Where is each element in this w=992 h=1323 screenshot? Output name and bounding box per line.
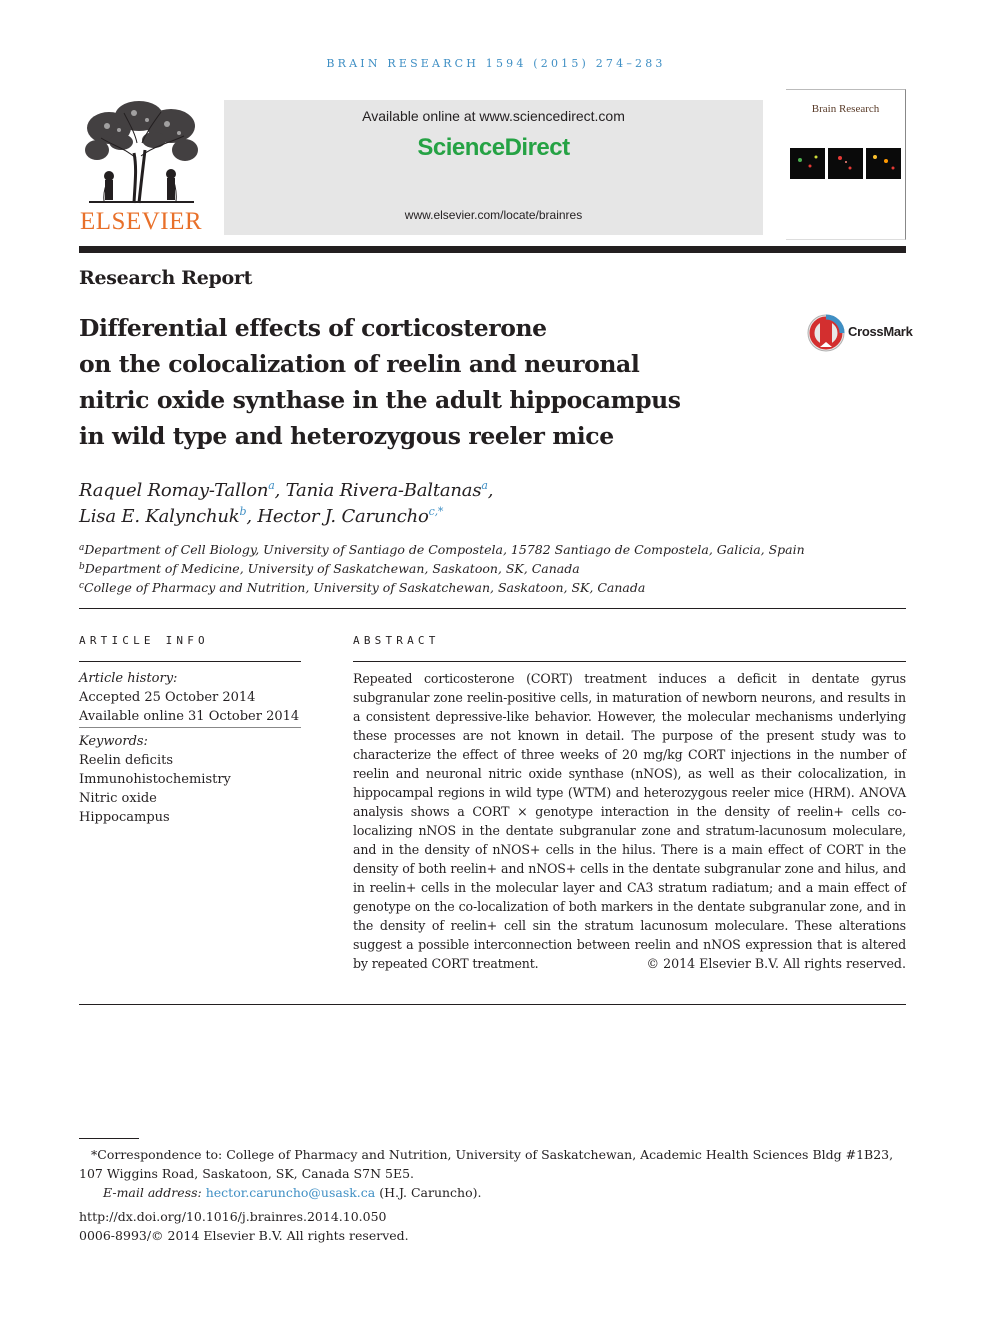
title-line: in wild type and heterozygous reeler mice <box>79 422 614 450</box>
crossmark-label: CrossMark <box>848 324 913 339</box>
affiliation-item <box>79 540 909 559</box>
history-rule <box>79 727 301 728</box>
micrograph-icon <box>828 148 863 179</box>
keyword-item: Immunohistochemistry <box>79 772 231 787</box>
keywords-section <box>79 732 301 827</box>
author-separator: , <box>246 506 258 527</box>
title-line: on the colocalization of reelin and neuronal <box>79 350 640 378</box>
journal-homepage-url[interactable]: www.elsevier.com/locate/brainres <box>404 208 583 222</box>
article-history <box>79 669 301 726</box>
elsevier-logo <box>79 98 204 238</box>
email-suffix: (H.J. Caruncho). <box>379 1185 482 1200</box>
journal-cover <box>786 89 906 240</box>
abstract-text: Repeated corticosterone (CORT) treatment induces a deficit in dentate gyrus subgranular zone reelin-positive cells, in maturation of newborn neurons, and results in a consistent depressive-like behavior. However, the molecular mechanisms underlying these processes are not known in detail. The purpose of the present study was to characterize the effect of three weeks of 20 mg/kg CORT injections in the number of reelin and neuronal nitric oxide synthase (nNOS), as well as their colocalization, in hippocampal regions in wild type (WTM) and heterozygous reeler mice (HRM). ANOVA analysis shows a CORT × genotype interaction in the density of reelin+ cells co-localizing nNOS in the dentate subgranular zone and stratum-lacunosum moleculare, and in the density of nNOS+ cells in the hilus. There is a main effect of CORT in the density of both reelin+ and nNOS+ cells in the dentate subgranular zone and hilus, and in reelin+ cells in the molecular layer and CA3 stratum radiatum; and a main effect of genotype on the co-localization of both markers in the dentate subgranular zone, and in the density of reelin+ cell sin the stratum lacunosum moleculare. These alterations suggest a possible interconnection between reelin and nNOS expression that is altered by repeated CORT treatment. <box>353 671 906 971</box>
article-type-label: Research Report <box>79 267 253 289</box>
abstract-heading: ABSTRACT <box>353 634 440 647</box>
title-line: nitric oxide synthase in the adult hippocampus <box>79 386 681 414</box>
keyword-item: Reelin deficits <box>79 753 174 768</box>
author-name: Lisa E. Kalynchuk <box>79 506 240 527</box>
micrograph-icon <box>866 148 901 179</box>
affiliation-key: a <box>79 543 85 553</box>
sciencedirect-logo[interactable]: ScienceDirect <box>417 134 570 161</box>
header-divider <box>79 246 906 253</box>
cover-journal-title: Brain Research <box>811 103 880 115</box>
correspondence-line: 107 Wiggins Road, Saskatoon, SK, Canada S7N 5E5. <box>79 1166 414 1181</box>
crossmark-badge[interactable] <box>806 313 916 353</box>
author-affiliation-marker[interactable]: c,* <box>428 505 444 518</box>
author-affiliation-marker[interactable]: a <box>481 479 488 492</box>
cover-image-panel <box>866 148 901 179</box>
available-online-date: Available online 31 October 2014 <box>79 709 300 724</box>
article-info-heading: ARTICLE INFO <box>79 634 209 647</box>
author-name: Tania Rivera-Baltanas <box>285 480 482 501</box>
journal-citation: BRAIN RESEARCH 1594 (2015) 274–283 <box>326 57 666 70</box>
author-affiliation-marker[interactable]: b <box>239 505 247 518</box>
micrograph-icon <box>790 148 825 179</box>
abstract-bottom-divider <box>79 1004 906 1005</box>
keyword-item: Hippocampus <box>79 810 170 825</box>
accepted-date: Accepted 25 October 2014 <box>79 690 256 705</box>
issn-copyright: 0006-8993/© 2014 Elsevier B.V. All rights reserved. <box>79 1228 409 1243</box>
affiliation-item <box>79 578 909 597</box>
author-affiliation-marker[interactable]: a <box>268 479 275 492</box>
crossmark-icon <box>806 313 846 353</box>
sciencedirect-banner <box>224 100 763 235</box>
affiliation-item <box>79 559 909 578</box>
email-line <box>79 1183 909 1202</box>
affiliation-key: b <box>79 562 85 572</box>
author-name: Raquel Romay-Tallon <box>79 480 269 501</box>
author-list <box>79 478 879 530</box>
elsevier-wordmark: ELSEVIER <box>80 208 203 235</box>
doi-block <box>79 1207 409 1245</box>
affiliation-text: Department of Medicine, University of Saskatchewan, Saskatoon, SK, Canada <box>84 561 580 576</box>
author-separator: , <box>274 480 286 501</box>
correspondence-footnote <box>79 1145 909 1202</box>
author-name: Hector J. Caruncho <box>257 506 429 527</box>
affiliation-text: Department of Cell Biology, University of Santiago de Compostela, 15782 Santiago de Compostela, Galicia, Spain <box>84 542 805 557</box>
elsevier-tree-icon <box>79 98 204 208</box>
affiliation-list <box>79 540 909 597</box>
affiliation-key: c <box>79 581 85 591</box>
cover-image-panel <box>790 148 825 179</box>
affiliation-text: College of Pharmacy and Nutrition, University of Saskatchewan, Saskatoon, SK, Canada <box>84 580 646 595</box>
footnote-rule <box>79 1138 139 1139</box>
title-line: Differential effects of corticosterone <box>79 314 547 342</box>
email-label: E-mail address: <box>103 1185 202 1200</box>
abstract-rule <box>353 661 906 662</box>
keyword-item: Nitric oxide <box>79 791 157 806</box>
history-label: Article history: <box>79 671 178 686</box>
cover-image-panel <box>828 148 863 179</box>
author-separator: , <box>487 480 494 501</box>
keywords-label: Keywords: <box>79 734 148 749</box>
doi-link[interactable]: http://dx.doi.org/10.1016/j.brainres.2014.10.050 <box>79 1209 387 1224</box>
correspondence-line: *Correspondence to: College of Pharmacy and Nutrition, University of Saskatchewan, Academic Health Sciences Bldg #1B23, <box>91 1147 894 1162</box>
abstract-copyright: © 2014 Elsevier B.V. All rights reserved. <box>646 956 906 971</box>
affiliation-divider <box>79 608 906 609</box>
article-info-rule <box>79 661 301 662</box>
available-online-text: Available online at www.sciencedirect.com <box>362 108 625 124</box>
email-link[interactable]: hector.caruncho@usask.ca <box>205 1185 376 1200</box>
article-title <box>79 310 759 454</box>
